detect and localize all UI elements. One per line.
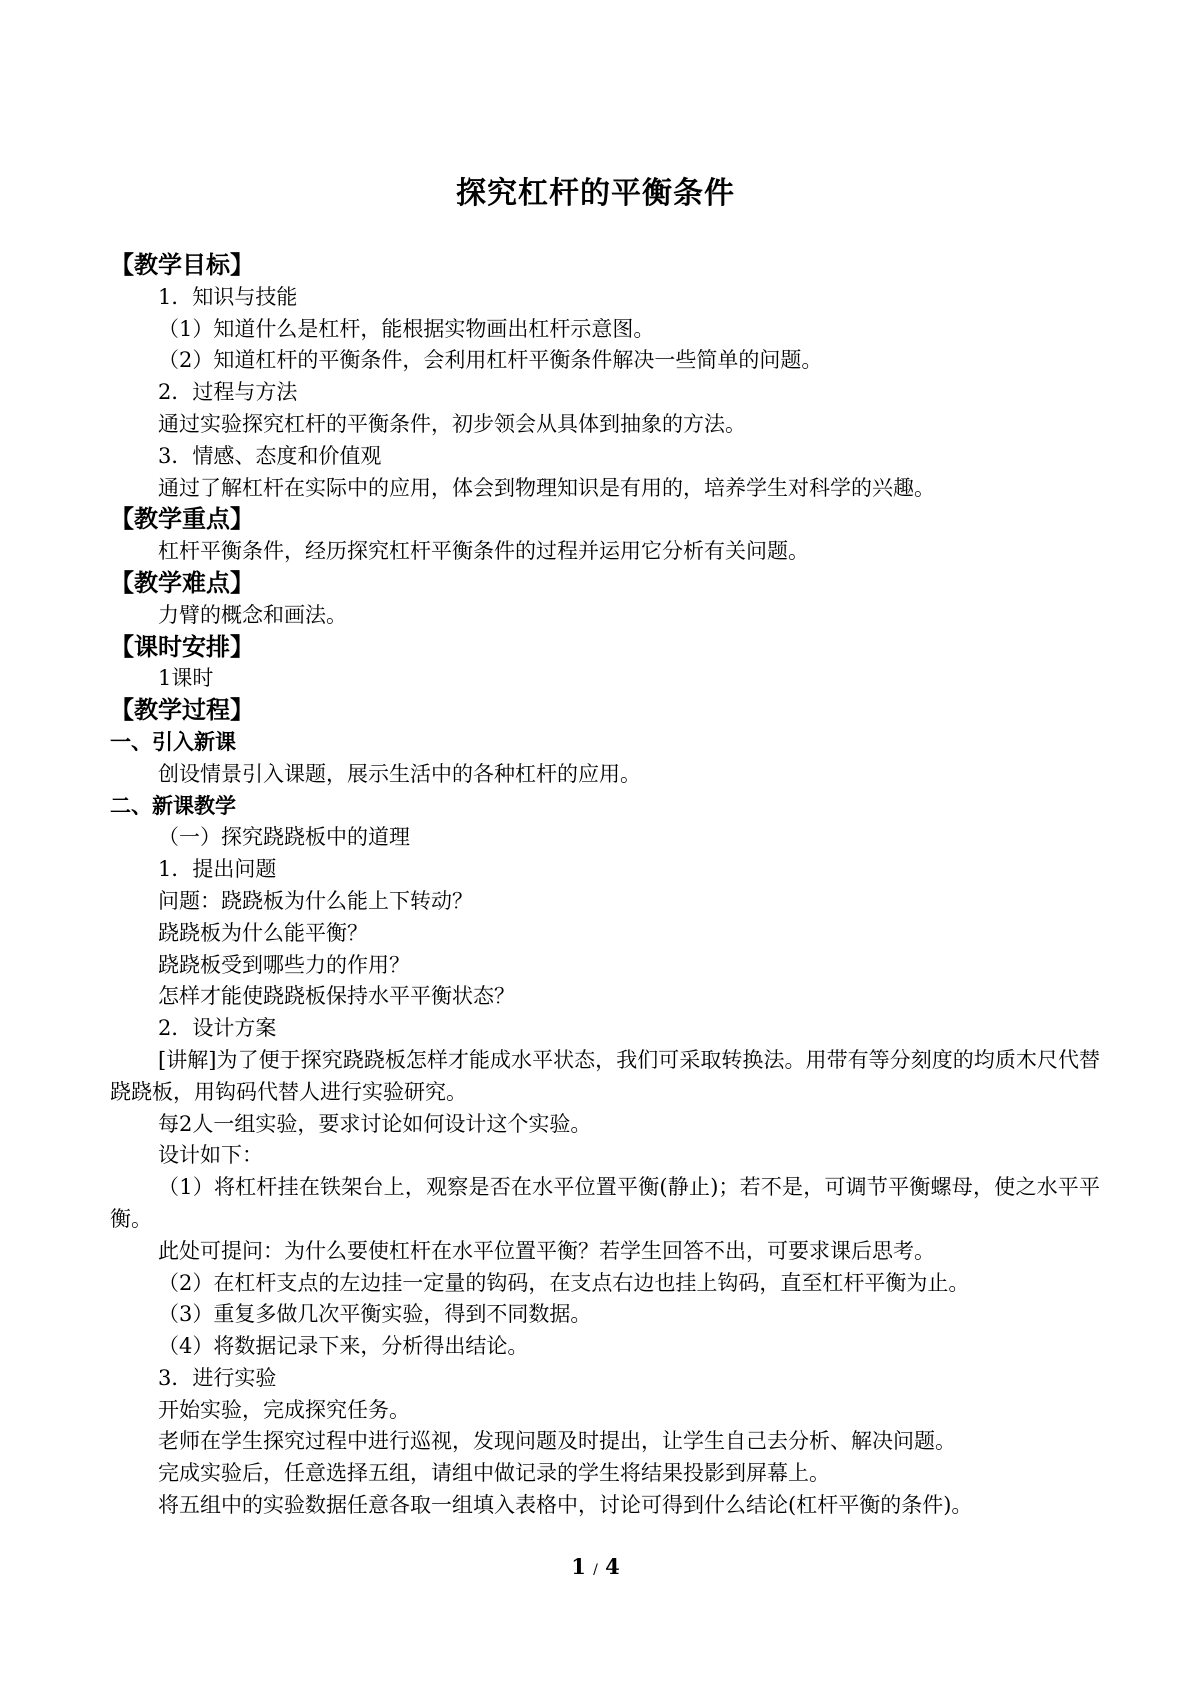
paragraph-line: （一）探究跷跷板中的道理 xyxy=(158,825,410,850)
paragraph-line: 1．知识与技能 xyxy=(158,284,298,309)
paragraph-line: 问题：跷跷板为什么能上下转动？ xyxy=(158,888,473,913)
paragraph-line: 怎样才能使跷跷板保持水平平衡状态？ xyxy=(158,984,515,1009)
paragraph-line: 通过了解杠杆在实际中的应用，体会到物理知识是有用的，培养学生对科学的兴趣。 xyxy=(158,475,935,500)
document-body xyxy=(110,250,1100,1522)
paragraph-line: 通过实验探究杠杆的平衡条件，初步领会从具体到抽象的方法。 xyxy=(158,411,746,436)
paragraph-line: 开始实验，完成探究任务。 xyxy=(158,1397,410,1422)
paragraph-line: 1课时 xyxy=(158,666,214,691)
paragraph-line: （1）知道什么是杠杆，能根据实物画出杠杆示意图。 xyxy=(158,316,655,341)
paragraph: （1）将杠杆挂在铁架台上，观察是否在水平位置平衡(静止)；若不是，可调节平衡螺母，使之水平平衡。 xyxy=(110,1175,1100,1231)
paragraph-line: 杠杆平衡条件，经历探究杠杆平衡条件的过程并运用它分析有关问题。 xyxy=(158,539,809,564)
paragraph-line: 完成实验后，任意选择五组，请组中做记录的学生将结果投影到屏幕上。 xyxy=(158,1461,830,1486)
subsection-heading: 二、新课教学 xyxy=(110,793,236,818)
paragraph-line: 3．情感、态度和价值观 xyxy=(158,443,382,468)
page-total: 4 xyxy=(605,1554,620,1579)
paragraph-line: 力臂的概念和画法。 xyxy=(158,602,347,627)
paragraph-line: 跷跷板为什么能平衡？ xyxy=(158,920,368,945)
paragraph-line: 3．进行实验 xyxy=(158,1365,277,1390)
paragraph-line: 创设情景引入课题，展示生活中的各种杠杆的应用。 xyxy=(158,761,641,786)
section-heading: 【教学重点】 xyxy=(110,505,254,534)
document-title: 探究杠杆的平衡条件 xyxy=(456,176,735,211)
section-heading: 【教学难点】 xyxy=(110,568,254,597)
paragraph-line: （2）知道杠杆的平衡条件，会利用杠杆平衡条件解决一些简单的问题。 xyxy=(158,348,823,373)
paragraph-line: 每2人一组实验，要求讨论如何设计这个实验。 xyxy=(158,1111,592,1136)
section-heading: 【教学目标】 xyxy=(110,251,254,279)
paragraph-line: 老师在学生探究过程中进行巡视，发现问题及时提出，让学生自己去分析、解决问题。 xyxy=(158,1429,956,1454)
section-heading: 【教学过程】 xyxy=(110,696,254,725)
subsection-heading: 一、引入新课 xyxy=(110,729,236,754)
page-separator: / xyxy=(593,1562,598,1578)
page-number xyxy=(0,1554,1191,1579)
section-heading: 【课时安排】 xyxy=(110,632,254,661)
paragraph-line: 2．设计方案 xyxy=(158,1016,277,1041)
paragraph: [讲解]为了便于探究跷跷板怎样才能成水平状态，我们可采取转换法。用带有等分刻度的均质木尺代替跷跷板，用钩码代替人进行实验研究。 xyxy=(110,1047,1100,1104)
paragraph-line: （4）将数据记录下来，分析得出结论。 xyxy=(158,1334,529,1359)
paragraph-line: （3）重复多做几次平衡实验，得到不同数据。 xyxy=(158,1302,592,1327)
paragraph-line: 此处可提问：为什么要使杠杆在水平位置平衡？若学生回答不出，可要求课后思考。 xyxy=(158,1238,935,1263)
paragraph-line: （2）在杠杆支点的左边挂一定量的钩码，在支点右边也挂上钩码，直至杠杆平衡为止。 xyxy=(158,1270,970,1295)
paragraph-line: 将五组中的实验数据任意各取一组填入表格中，讨论可得到什么结论(杠杆平衡的条件)。 xyxy=(158,1493,973,1518)
paragraph-line: 设计如下： xyxy=(158,1143,263,1168)
page-current: 1 xyxy=(571,1554,586,1579)
paragraph-line: 1．提出问题 xyxy=(158,857,277,882)
paragraph-line: 跷跷板受到哪些力的作用？ xyxy=(158,952,410,977)
paragraph-line: 2．过程与方法 xyxy=(158,380,298,405)
